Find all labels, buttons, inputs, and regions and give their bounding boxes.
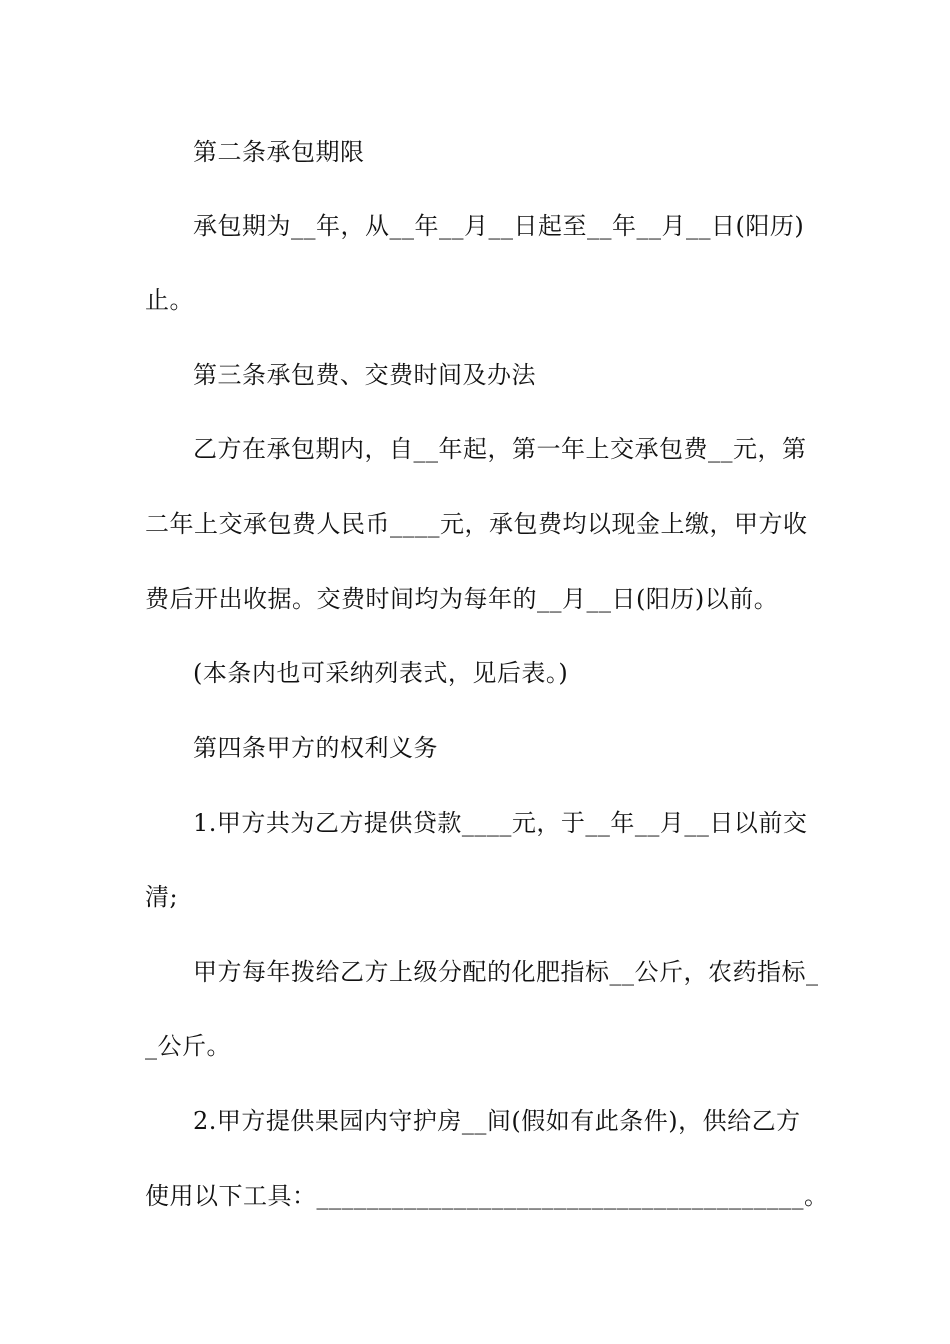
paragraph-line: 承包期为__年，从__年__月__日起至__年__月__日(阳历) xyxy=(193,212,805,240)
paragraph-line: 止。 xyxy=(145,286,194,314)
paragraph-line: 乙方在承包期内，自__年起，第一年上交承包费__元，第 xyxy=(193,435,807,463)
section-heading-4: 第四条甲方的权利义务 xyxy=(193,734,438,762)
paragraph-line: 使用以下工具：_______________________________________。 xyxy=(145,1182,829,1210)
paragraph-line: 二年上交承包费人民币____元，承包费均以现金上缴，甲方收 xyxy=(145,510,808,538)
paragraph-line: 费后开出收据。交费时间均为每年的__月__日(阳历)以前。 xyxy=(145,585,779,613)
paragraph-line: 清; xyxy=(145,883,179,911)
paragraph-line: 甲方每年拨给乙方上级分配的化肥指标__公斤，农药指标_ xyxy=(193,958,819,986)
section-heading-3: 第三条承包费、交费时间及办法 xyxy=(193,361,536,389)
paragraph-line: 2.甲方提供果园内守护房__间(假如有此条件)，供给乙方 xyxy=(193,1107,801,1135)
paragraph-line: _公斤。 xyxy=(145,1032,231,1060)
paragraph-line: 1.甲方共为乙方提供贷款____元，于__年__月__日以前交 xyxy=(193,809,808,837)
paragraph-line: (本条内也可采纳列表式，见后表。) xyxy=(193,659,569,687)
section-heading-2: 第二条承包期限 xyxy=(193,138,365,166)
